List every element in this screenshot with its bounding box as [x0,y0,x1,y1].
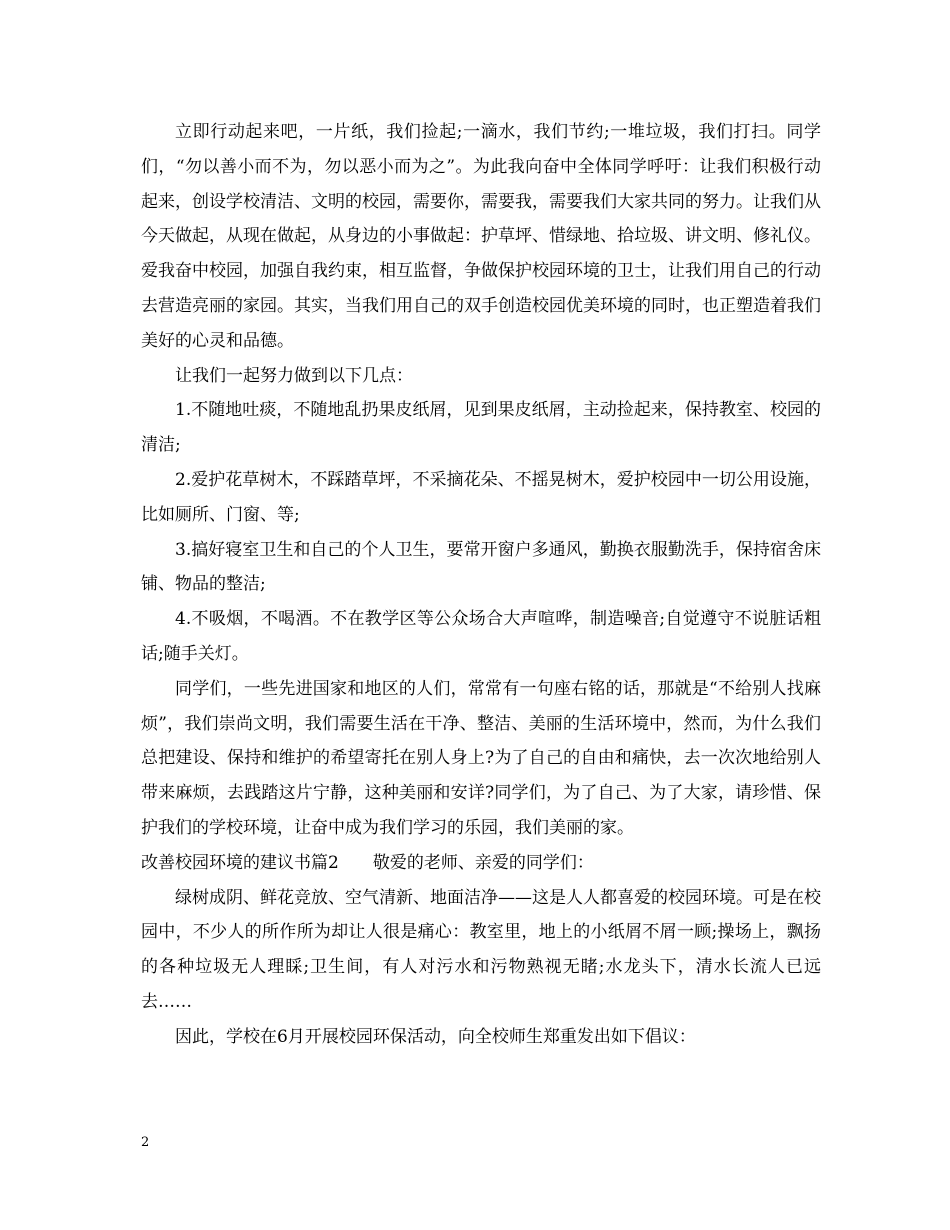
paragraph-classmates: 同学们，一些先进国家和地区的人们，常常有一句座右铭的话，那就是“不给别人找麻烦”，我们崇尚文明，我们需要生活在干净、整洁、美丽的生活环境中，然而，为什么我们总把建设、保持和维护的希望寄托在别人身上?为了自己的自由和痛快，去一次次地给别人带来麻烦，去践踏这片宁静，这种美丽和安详?同学们，为了自己、为了大家，请珍惜、保护我们的学校环境，让奋中成为我们学习的乐园，我们美丽的家。 [141,678,821,838]
paragraph-point-2: 2.爱护花草树木，不踩踏草坪，不采摘花朵、不摇晃树木，爱护校园中一切公用设施，比如厕所、门窗、等; [141,469,821,525]
document-body [141,115,821,1055]
paragraph-point-4: 4.不吸烟，不喝酒。不在教学区等公众场合大声喧哗，制造噪音;自觉遵守不说脏话粗话;随手关灯。 [141,609,821,664]
paragraph-initiative: 因此，学校在6月开展校园环保活动，向全校师生郑重发出如下倡议： [175,1026,696,1047]
paragraph-intro-points: 让我们一起努力做到以下几点： [175,365,413,386]
page-number: 2 [141,1135,150,1150]
paragraph-call-to-action: 立即行动起来吧，一片纸，我们捡起;一滴水，我们节约;一堆垃圾，我们打扫。同学们，“勿以善小而不为，勿以恶小而为之”。为此我向奋中全体同学呼吁：让我们积极行动起来，创设学校清洁、文明的校园，需要你，需要我，需要我们大家共同的努力。让我们从今天做起，从现在做起，从身边的小事做起：护草坪、惜绿地、拾垃圾、讲文明、修礼仪。爱我奋中校园，加强自我约束，相互监督，争做保护校园环境的卫士，让我们用自己的行动去营造亮丽的家园。其实，当我们用自己的双手创造校园优美环境的同时，也正塑造着我们美好的心灵和品德。 [141,122,821,351]
paragraph-point-1: 1.不随地吐痰，不随地乱扔果皮纸屑，见到果皮纸屑，主动捡起来，保持教室、校园的清洁; [141,400,821,456]
paragraph-point-3: 3.搞好寝室卫生和自己的个人卫生，要常开窗户多通风，勤换衣服勤洗手，保持宿舍床铺、物品的整洁; [141,539,821,595]
section-heading: 改善校园环境的建议书篇2 敬爱的老师、亲爱的同学们： [141,852,594,873]
paragraph-campus-environment: 绿树成阴、鲜花竞放、空气清新、地面洁净——这是人人都喜爱的校园环境。可是在校园中，不少人的所作所为却让人很是痛心：教室里，地上的小纸屑不屑一顾;操场上，飘扬的各种垃圾无人理睬;卫生间，有人对污水和污物熟视无睹;水龙头下，清水长流人已远去…… [141,887,821,1012]
